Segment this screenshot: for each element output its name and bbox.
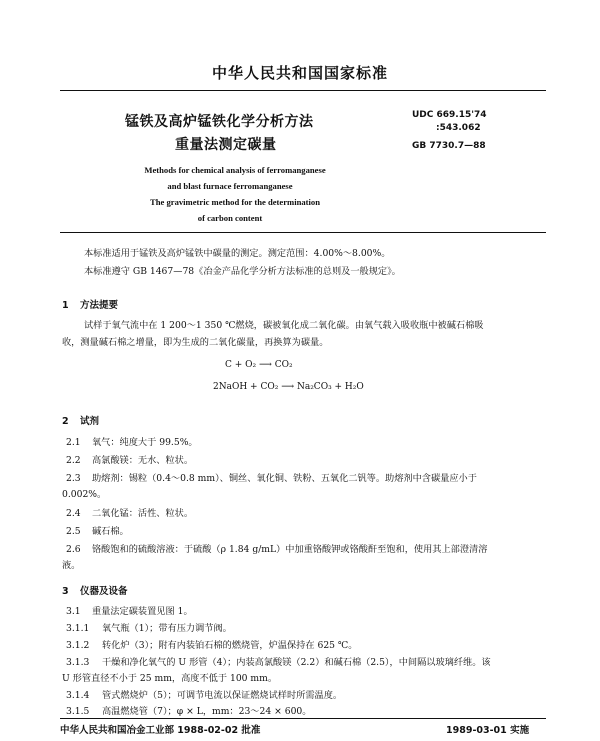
item-3-1-1-text: 氧气瓶（1）；带有压力调节阀。 xyxy=(102,623,232,634)
item-2-4 xyxy=(66,507,193,520)
item-3-1-text: 重量法定碳装置见图 1。 xyxy=(92,606,193,617)
footer-approval: 中华人民共和国冶金工业部 1988-02-02 批准 xyxy=(60,725,261,736)
section-2-heading xyxy=(62,413,99,427)
footer-implementation: 1989-03-01 实施 xyxy=(446,725,530,736)
english-title-line-4: of carbon content xyxy=(197,213,263,223)
section-3-heading xyxy=(62,583,127,597)
item-2-5-text: 碱石棉。 xyxy=(92,526,129,537)
equation-1: C + O₂ ⟶ CO₂ xyxy=(225,360,293,370)
item-2-4-text: 二氧化锰：活性、粒状。 xyxy=(92,508,194,519)
item-3-1-4 xyxy=(66,689,342,702)
section-3-number: 3 xyxy=(62,586,69,597)
item-3-1-number: 3.1 xyxy=(66,606,81,617)
gb-code: GB 7730.7—88 xyxy=(412,141,486,151)
item-2-2-number: 2.2 xyxy=(66,455,81,466)
item-2-4-number: 2.4 xyxy=(66,508,81,519)
item-2-2-text: 高氯酸镁：无水、粒状。 xyxy=(92,455,194,466)
item-3-1-3 xyxy=(66,656,491,669)
item-3-1-1-number: 3.1.1 xyxy=(66,623,90,634)
item-2-3-text: 助熔剂：锡粒（0.4～0.8 mm）、铜丝、氧化铜、铁粉、五氧化二钒等。助熔剂中含碳量应小于 xyxy=(92,473,477,484)
header-rule xyxy=(60,232,546,233)
item-3-1-2-text: 转化炉（3）；附有内装铂石棉的燃烧管，炉温保持在 625 ℃。 xyxy=(102,640,358,651)
item-2-6-number: 2.6 xyxy=(66,544,81,555)
item-3-1-2-number: 3.1.2 xyxy=(66,640,90,651)
item-3-1-5-text: 高温燃烧管（7）；φ × L，mm：23～24 × 600。 xyxy=(102,706,312,717)
item-3-1 xyxy=(66,605,193,618)
item-2-3-continued: 0.002%。 xyxy=(62,489,107,500)
section-1-title: 方法提要 xyxy=(79,300,118,311)
item-2-3-number: 2.3 xyxy=(66,473,81,484)
item-2-3 xyxy=(66,472,477,485)
item-3-1-3-number: 3.1.3 xyxy=(66,657,90,668)
item-2-1-number: 2.1 xyxy=(66,437,81,448)
intro-paragraph-2: 本标准遵守 GB 1467—78《冶金产品化学分析方法标准的总则及一般规定》。 xyxy=(84,266,401,277)
item-3-1-5 xyxy=(66,705,311,718)
footer-rule xyxy=(60,718,546,719)
top-rule xyxy=(60,90,546,91)
english-title-line-2: and blast furnace ferromanganese xyxy=(167,181,293,191)
item-2-1-text: 氧气：纯度大于 99.5%。 xyxy=(92,437,198,448)
item-3-1-4-text: 管式燃烧炉（5）；可调节电流以保证燃烧试样时所需温度。 xyxy=(102,690,343,701)
title-line-2: 重量法测定碳量 xyxy=(175,137,277,153)
udc-line-1: UDC 669.15'74 xyxy=(412,110,487,120)
item-2-6-text: 铬酸饱和的硫酸溶液：于硫酸（ρ 1.84 g/mL）中加重铬酸钾或铬酸酐至饱和，使用其上部澄清溶 xyxy=(92,544,488,555)
section-3-title: 仪器及设备 xyxy=(79,586,128,597)
section-1-text-line-2: 收，测量碱石棉之增量，即为生成的二氧化碳量，再换算为碳量。 xyxy=(62,337,329,348)
section-1-number: 1 xyxy=(62,300,69,311)
item-2-2 xyxy=(66,454,193,467)
item-2-5 xyxy=(66,525,129,538)
item-3-1-3-text: 干燥和净化氧气的 U 形管（4）；内装高氯酸镁（2.2）和碱石棉（2.5），中间隔以玻璃纤维。该 xyxy=(102,657,491,668)
title-line-1: 锰铁及高炉锰铁化学分析方法 xyxy=(125,114,314,130)
item-3-1-3-continued: U 形管直径不小于 25 mm，高度不低于 100 mm。 xyxy=(62,673,278,684)
english-title-line-1: Methods for chemical analysis of ferromanganese xyxy=(144,165,326,175)
item-3-1-2 xyxy=(66,639,357,652)
item-3-1-4-number: 3.1.4 xyxy=(66,690,90,701)
section-1-heading xyxy=(62,297,118,311)
equation-2: 2NaOH + CO₂ ⟶ Na₂CO₃ + H₂O xyxy=(213,382,364,392)
udc-line-2: :543.062 xyxy=(436,123,481,133)
section-2-title: 试剂 xyxy=(79,416,99,427)
item-2-1 xyxy=(66,436,198,449)
item-3-1-5-number: 3.1.5 xyxy=(66,706,90,717)
top-title: 中华人民共和国国家标准 xyxy=(211,64,388,82)
item-3-1-1 xyxy=(66,622,232,635)
section-1-text-line-1: 试样于氧气流中在 1 200～1 350 ℃燃烧，碳被氧化成二氧化碳。由氧气载入吸收瓶中被碱石棉吸 xyxy=(84,320,484,331)
item-2-6 xyxy=(66,543,487,556)
item-2-5-number: 2.5 xyxy=(66,526,81,537)
section-2-number: 2 xyxy=(62,416,69,427)
item-2-6-continued: 液。 xyxy=(62,560,81,571)
intro-paragraph-1: 本标准适用于锰铁及高炉锰铁中碳量的测定。测定范围：4.00%～8.00%。 xyxy=(84,248,391,259)
english-title-line-3: The gravimetric method for the determination xyxy=(149,197,320,207)
